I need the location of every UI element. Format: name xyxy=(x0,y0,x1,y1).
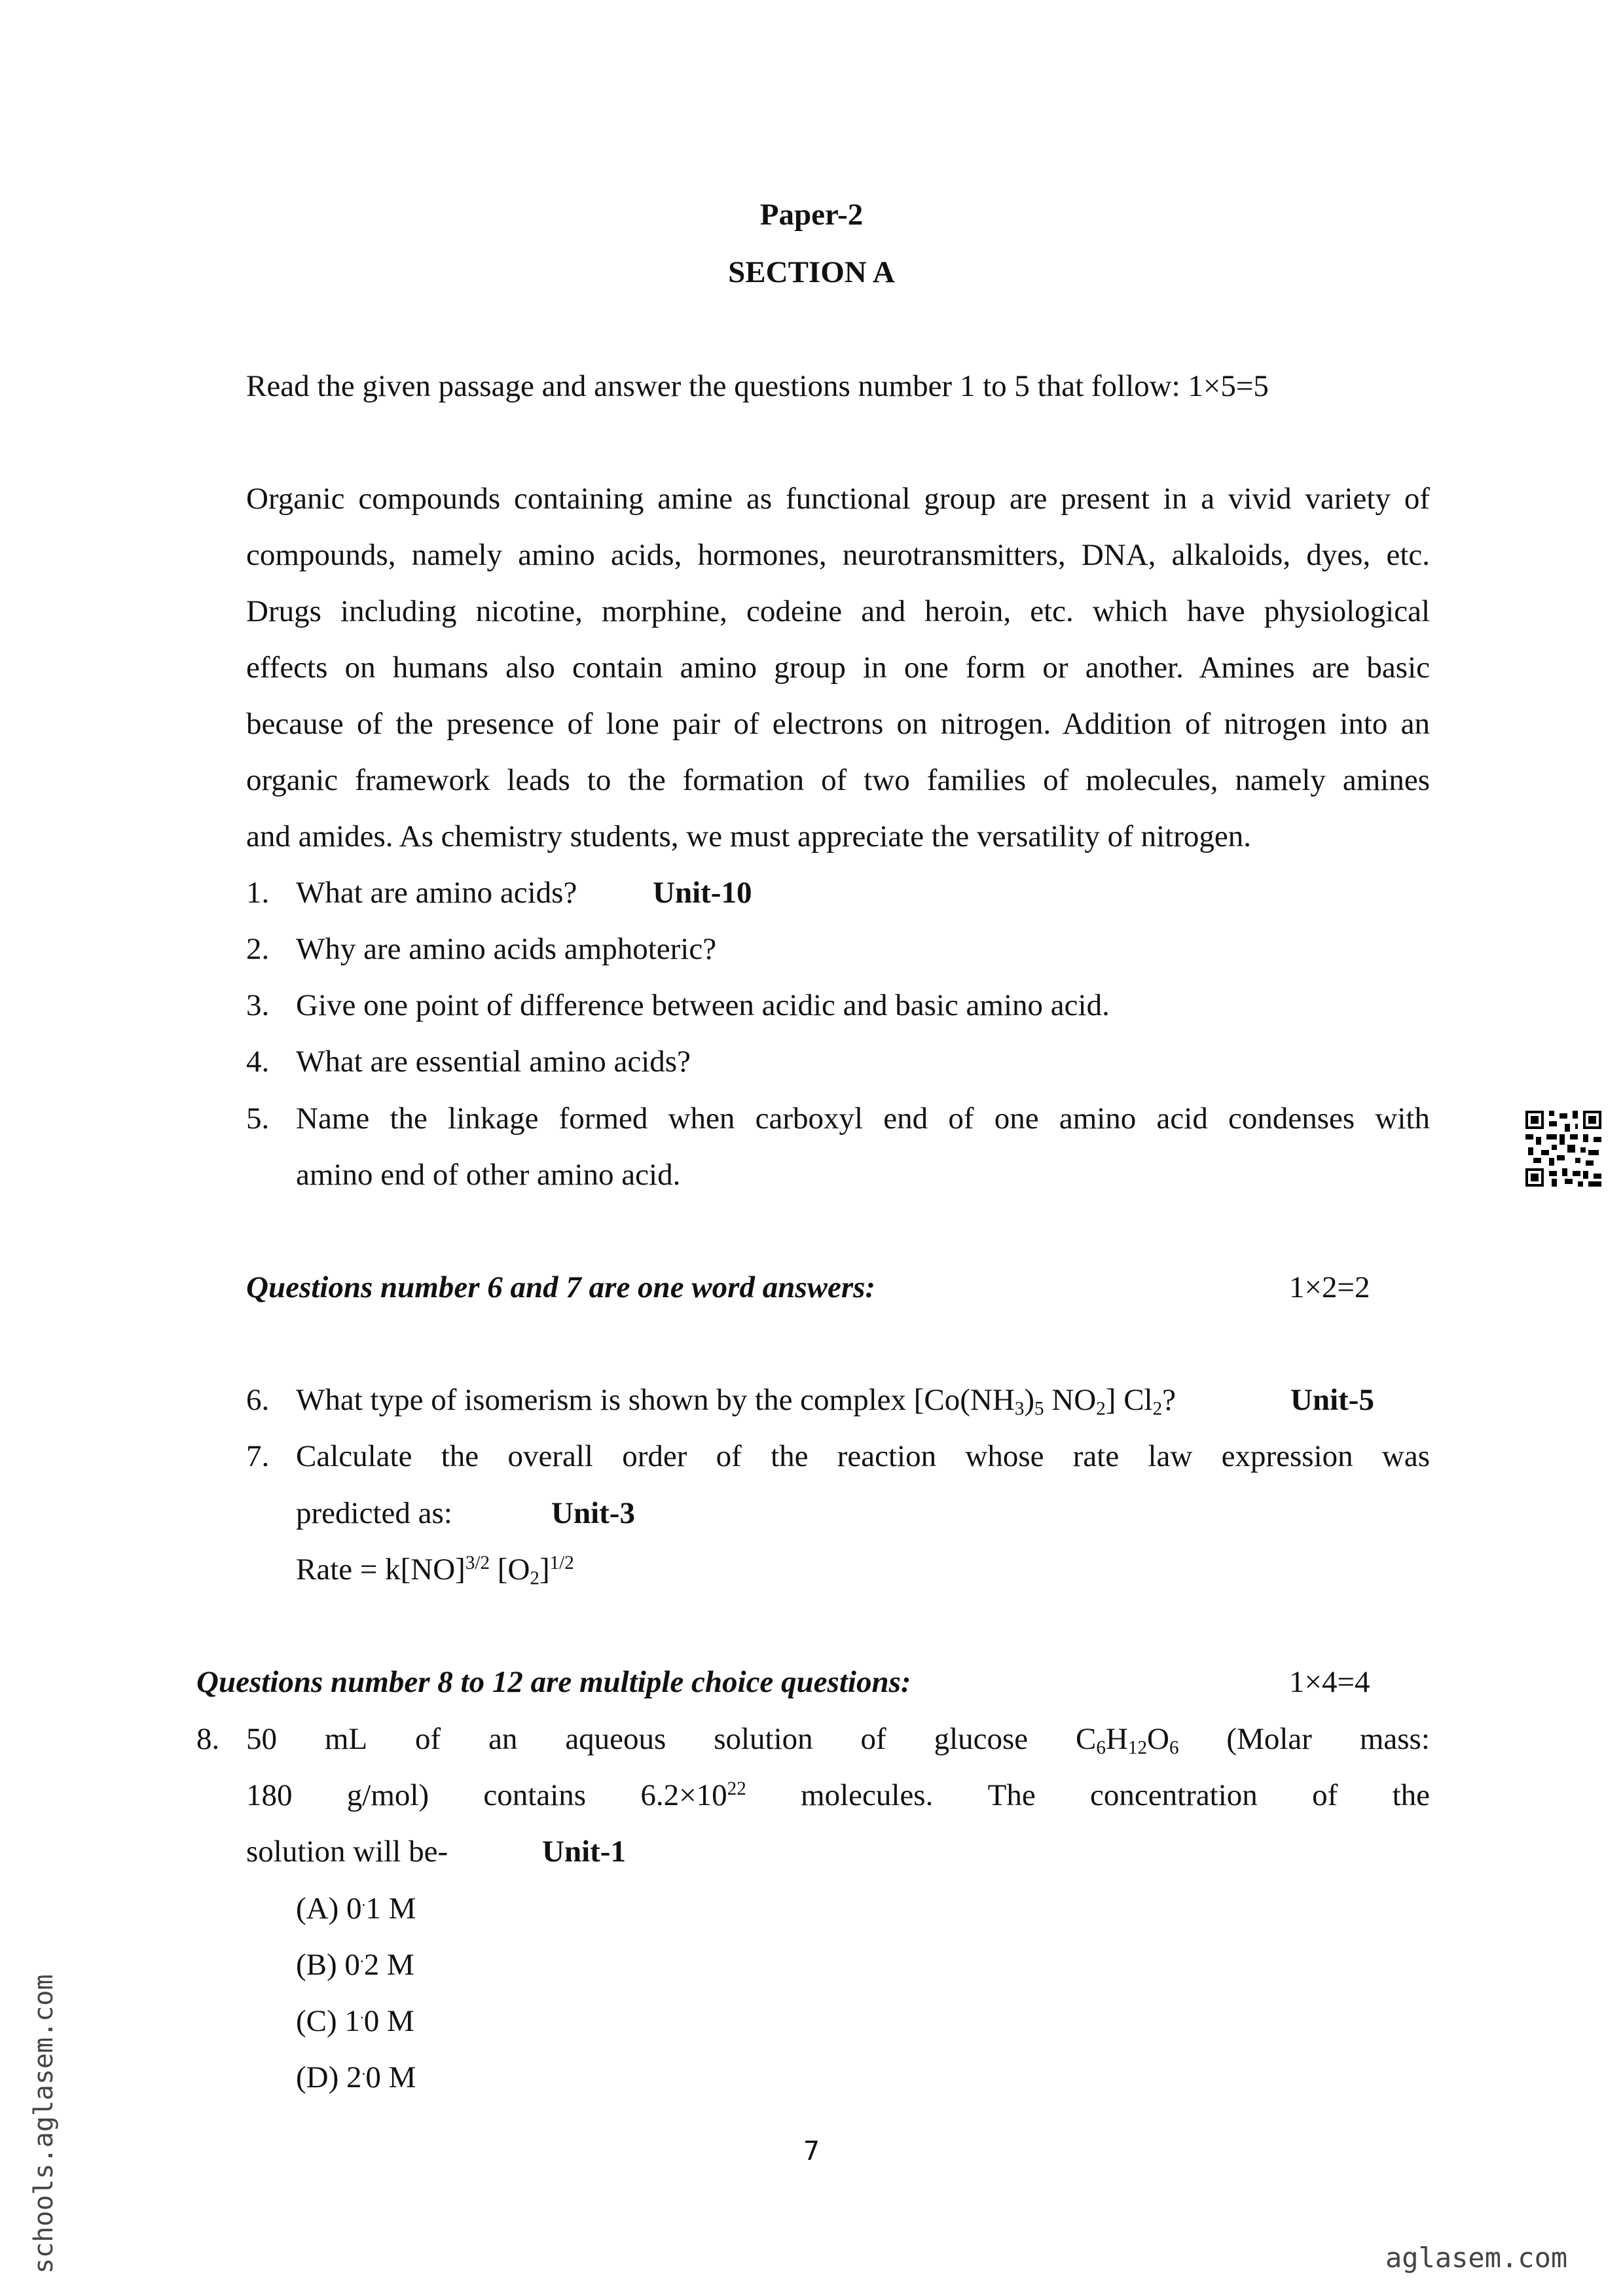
question-7-text-cont: predicted as: xyxy=(296,1496,452,1530)
question-8-line-3: solution will be- xyxy=(246,1835,448,1869)
qr-code-icon xyxy=(1525,1111,1601,1187)
glucose-formula: $C_6H_{12}O_6$ xyxy=(1076,1722,1179,1759)
question-4-text: What are essential amino acids? xyxy=(296,1045,691,1079)
passage-text xyxy=(246,479,1430,873)
question-5-text: Name the linkage formed when carboxyl end of one amino acid condenses with xyxy=(296,1102,1430,1136)
question-7-text: Calculate the overall order of the reaction whose rate law expression was xyxy=(296,1439,1430,1473)
question-8-line-1: 50 mL of an aqueous solution of glucose $C_6H_{12}O_6$ (Molar mass: xyxy=(246,1719,1430,1759)
passage-line: Drugs including nicotine, morphine, codeine and heroin, etc. which have physiological xyxy=(246,594,1430,628)
mcq-heading: Questions number 8 to 12 are multiple choice questions: xyxy=(196,1665,911,1699)
question-number: 5. xyxy=(246,1102,270,1136)
question-1-text: What are amino acids? xyxy=(296,876,577,910)
question-number: 3. xyxy=(246,988,270,1022)
unit-label: Unit-3 xyxy=(551,1496,635,1530)
side-watermark: schools.aglasem.com xyxy=(29,1974,59,2274)
passage-line: organic framework leads to the formation of two families of molecules, namely amines xyxy=(246,763,1430,797)
passage-line: Organic compounds containing amine as functional group are present in a vivid variety of xyxy=(246,482,1430,516)
option-d: (D) 2.0 M xyxy=(296,2060,416,2094)
corner-watermark: aglasem.com xyxy=(1385,2242,1568,2274)
question-6-text: What type of isomerism is shown by the complex [$Co(NH_3)_5$ $NO_2$] $Cl_2$? xyxy=(296,1383,1176,1420)
mcq-marks: 1×4=4 xyxy=(1289,1665,1370,1699)
passage-line: and amides. As chemistry students, we must appreciate the versatility of nitrogen. xyxy=(246,819,1251,853)
option-c: (C) 1.0 M xyxy=(296,2004,414,2038)
question-2-text: Why are amino acids amphoteric? xyxy=(296,932,717,966)
question-3-text: Give one point of difference between acidic and basic amino acid. xyxy=(296,988,1110,1022)
question-number: 2. xyxy=(246,932,270,966)
passage-line: because of the presence of lone pair of electrons on nitrogen. Addition of nitrogen into an xyxy=(246,707,1430,741)
paper-title: Paper-2 xyxy=(759,198,864,232)
question-number: 6. xyxy=(246,1383,270,1417)
passage-instruction: Read the given passage and answer the questions number 1 to 5 that follow: 1×5=5 xyxy=(246,369,1269,403)
passage-line: effects on humans also contain amino group in one form or another. Amines are basic xyxy=(246,651,1430,685)
molecule-count: $6.2\times 10^{22}$ xyxy=(640,1778,746,1812)
unit-label: Unit-5 xyxy=(1290,1383,1374,1417)
rate-law-expression: Rate = k[NO]$^{3/2}$ $[O_2]^{1/2}$ xyxy=(296,1552,574,1589)
option-b: (B) 0.2 M xyxy=(296,1948,414,1982)
one-word-marks: 1×2=2 xyxy=(1289,1270,1370,1304)
unit-label: Unit-1 xyxy=(542,1835,626,1869)
question-number: 8. xyxy=(196,1722,220,1756)
question-number: 7. xyxy=(246,1439,270,1473)
question-number: 1. xyxy=(246,876,270,910)
question-5-text-cont: amino end of other amino acid. xyxy=(296,1158,681,1192)
unit-label: Unit-10 xyxy=(653,876,752,910)
section-title: SECTION A xyxy=(728,255,895,289)
page-number: 7 xyxy=(803,2136,820,2166)
option-a: (A) 0.1 M xyxy=(296,1892,416,1926)
question-8-line-2: 180 g/mol) contains $6.2\times 10^{22}$ molecules. The concentration of the xyxy=(246,1776,1430,1815)
question-number: 4. xyxy=(246,1045,270,1079)
one-word-heading: Questions number 6 and 7 are one word answers: xyxy=(246,1270,876,1304)
passage-line: compounds, namely amino acids, hormones, neurotransmitters, DNA, alkaloids, dyes, etc. xyxy=(246,538,1430,572)
